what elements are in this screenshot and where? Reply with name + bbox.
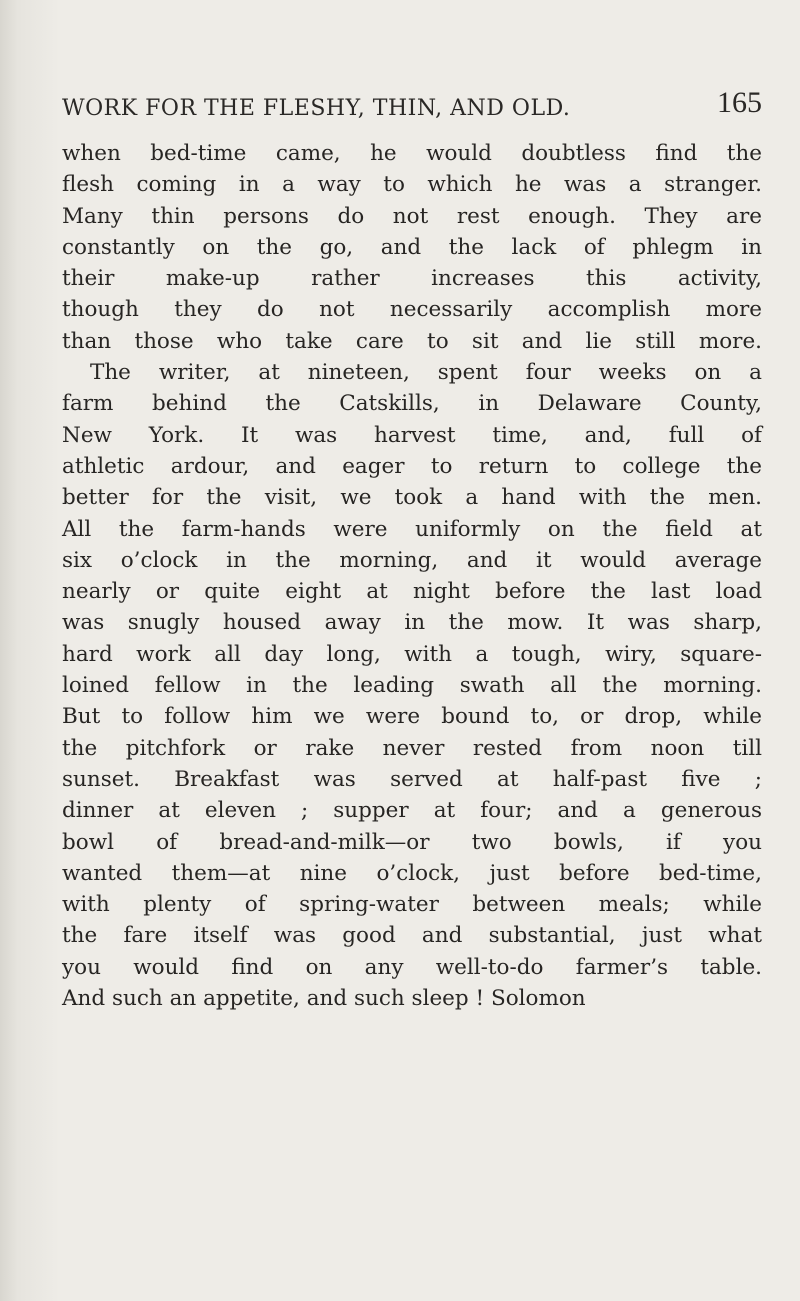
running-head: WORK FOR THE FLESHY, THIN, AND OLD. xyxy=(62,96,571,121)
text-line: wanted them—at nine o’clock, just before bed-time, xyxy=(62,860,762,886)
text-line: their make-up rather increases this activity, xyxy=(62,266,762,292)
text-line: you would find on any well-to-do farmer’s table. xyxy=(62,954,762,980)
text-line: Many thin persons do not rest enough. They are xyxy=(62,203,762,229)
text-line: than those who take care to sit and lie still more. xyxy=(62,328,762,354)
text-line: athletic ardour, and eager to return to college the xyxy=(62,453,762,479)
body-text xyxy=(62,138,762,1014)
page-number: 165 xyxy=(717,86,762,119)
text-line: the fare itself was good and substantial, just what xyxy=(62,923,762,949)
text-line: The writer, at nineteen, spent four weeks on a xyxy=(90,360,762,386)
text-line: with plenty of spring-water between meals; while xyxy=(62,892,762,918)
text-line: nearly or quite eight at night before the last load xyxy=(62,579,762,605)
text-line: flesh coming in a way to which he was a stranger. xyxy=(62,172,762,198)
text-line: But to follow him we were bound to, or drop, while xyxy=(62,704,762,730)
text-line: hard work all day long, with a tough, wiry, square- xyxy=(62,641,762,667)
text-line: better for the visit, we took a hand with the men. xyxy=(62,485,762,511)
text-line: dinner at eleven ; supper at four; and a generous xyxy=(62,798,762,824)
page-header xyxy=(62,86,762,132)
text-line: New York. It was harvest time, and, full of xyxy=(62,422,762,448)
text-line: All the farm-hands were uniformly on the field at xyxy=(62,516,762,542)
text-line: was snugly housed away in the mow. It was sharp, xyxy=(62,610,762,636)
text-line: the pitchfork or rake never rested from noon till xyxy=(62,735,762,761)
text-line: And such an appetite, and such sleep ! Solomon xyxy=(62,986,586,1012)
text-line: though they do not necessarily accomplish more xyxy=(62,297,762,323)
text-line: constantly on the go, and the lack of phlegm in xyxy=(62,234,762,260)
text-line: farm behind the Catskills, in Delaware County, xyxy=(62,391,762,417)
text-line: bowl of bread-and-milk—or two bowls, if you xyxy=(62,829,762,855)
text-line: when bed-time came, he would doubtless find the xyxy=(62,141,762,166)
text-line: loined fellow in the leading swath all the morning. xyxy=(62,673,762,699)
text-line: six o’clock in the morning, and it would average xyxy=(62,547,762,573)
text-line: sunset. Breakfast was served at half-past five ; xyxy=(62,766,762,792)
